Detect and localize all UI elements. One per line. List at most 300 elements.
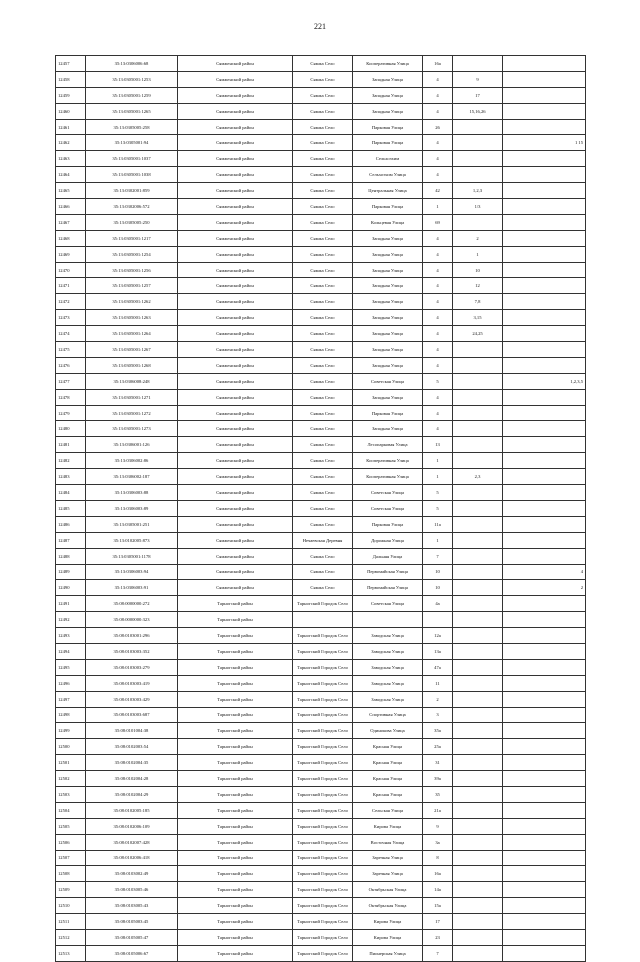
street-cell: Октябрьская Улица [353, 882, 423, 898]
house-cell: 13а [423, 643, 453, 659]
house-cell: 10 [423, 580, 453, 596]
room-cell [503, 771, 586, 787]
row-number-cell: 12473 [56, 310, 86, 326]
house-cell: 14а [423, 882, 453, 898]
table-row [56, 802, 586, 818]
street-cell: Красная Улица [353, 739, 423, 755]
table-row [56, 755, 586, 771]
cadastral-number-cell: 35:13:0302006:572 [86, 199, 178, 215]
house-cell: 11 [423, 675, 453, 691]
row-number-cell: 12489 [56, 564, 86, 580]
apartment-cell [453, 135, 503, 151]
row-number-cell: 12459 [56, 87, 86, 103]
street-cell: Западная Улица [353, 342, 423, 358]
cadastral-number-cell: 35:13:0302001:859 [86, 183, 178, 199]
locality-cell: Сямжа Село [293, 548, 353, 564]
street-cell: Западная Улица [353, 87, 423, 103]
locality-cell: Сямжа Село [293, 135, 353, 151]
room-cell [503, 87, 586, 103]
room-cell [503, 342, 586, 358]
apartment-cell [453, 786, 503, 802]
apartment-cell [453, 643, 503, 659]
table-row [56, 421, 586, 437]
apartment-cell: 12 [453, 278, 503, 294]
apartment-cell [453, 596, 503, 612]
district-cell: Сямженский район [178, 56, 293, 72]
row-number-cell: 12462 [56, 135, 86, 151]
room-cell [503, 675, 586, 691]
apartment-cell [453, 453, 503, 469]
house-cell: 4 [423, 405, 453, 421]
street-cell: Парковая Улица [353, 135, 423, 151]
apartment-cell [453, 834, 503, 850]
district-cell: Сямженский район [178, 500, 293, 516]
street-cell: Центральная Улица [353, 183, 423, 199]
apartment-cell: 17 [453, 87, 503, 103]
locality-cell: Тарногский Городок Село [293, 929, 353, 945]
row-number-cell: 12493 [56, 628, 86, 644]
street-cell: Парковая Улица [353, 199, 423, 215]
district-cell: Сямженский район [178, 183, 293, 199]
house-cell: 11а [423, 516, 453, 532]
street-cell: Сельхозхим Улица [353, 167, 423, 183]
apartment-cell [453, 56, 503, 72]
locality-cell [293, 612, 353, 628]
room-cell: 1 15 [503, 135, 586, 151]
locality-cell: Сямжа Село [293, 103, 353, 119]
district-cell: Сямженский район [178, 119, 293, 135]
locality-cell: Тарногский Городок Село [293, 723, 353, 739]
street-cell: Первомайская Улица [353, 564, 423, 580]
district-cell: Тарногский район [178, 945, 293, 961]
district-cell: Тарногский район [178, 755, 293, 771]
house-cell: 16а [423, 866, 453, 882]
street-cell: Заречная Улица [353, 850, 423, 866]
district-cell: Сямженский район [178, 421, 293, 437]
table-row [56, 151, 586, 167]
district-cell: Сямженский район [178, 71, 293, 87]
row-number-cell: 12500 [56, 739, 86, 755]
district-cell: Сямженский район [178, 548, 293, 564]
table-row [56, 707, 586, 723]
table-row [56, 850, 586, 866]
table-row [56, 278, 586, 294]
row-number-cell: 12468 [56, 230, 86, 246]
street-cell: Заводская Улица [353, 628, 423, 644]
cadastral-number-cell: 35:13:0305005:258 [86, 119, 178, 135]
locality-cell: Тарногский Городок Село [293, 675, 353, 691]
house-cell: 35а [423, 723, 453, 739]
table-row [56, 596, 586, 612]
district-cell: Сямженский район [178, 469, 293, 485]
house-cell: 35 [423, 786, 453, 802]
table-row [56, 866, 586, 882]
locality-cell: Сямжа Село [293, 500, 353, 516]
cadastral-number-cell: 35:13:0305001:1268 [86, 357, 178, 373]
house-cell: 39а [423, 771, 453, 787]
street-cell: Одинокова Улица [353, 723, 423, 739]
district-cell: Сямженский район [178, 246, 293, 262]
locality-cell: Сямжа Село [293, 119, 353, 135]
apartment-cell [453, 421, 503, 437]
table-row [56, 675, 586, 691]
table-row [56, 628, 586, 644]
street-cell: Октябрьская Улица [353, 898, 423, 914]
house-cell: 4 [423, 421, 453, 437]
street-cell: Западная Улица [353, 71, 423, 87]
table-row [56, 71, 586, 87]
district-cell: Тарногский район [178, 675, 293, 691]
apartment-cell [453, 500, 503, 516]
table-row [56, 882, 586, 898]
district-cell: Сямженский район [178, 103, 293, 119]
cadastral-number-cell: 35:08:0102007:428 [86, 834, 178, 850]
house-cell: 4 [423, 342, 453, 358]
street-cell: Заречная Улица [353, 866, 423, 882]
street-cell: Красная Улица [353, 755, 423, 771]
house-cell: 4 [423, 357, 453, 373]
district-cell: Тарногский район [178, 659, 293, 675]
street-cell: Советская Улица [353, 373, 423, 389]
street-cell: Дорожная Улица [353, 532, 423, 548]
apartment-cell [453, 898, 503, 914]
house-cell: 9 [423, 818, 453, 834]
table-row [56, 643, 586, 659]
locality-cell: Сямжа Село [293, 469, 353, 485]
house-cell: 16а [423, 56, 453, 72]
table-row [56, 453, 586, 469]
apartment-cell [453, 119, 503, 135]
row-number-cell: 12508 [56, 866, 86, 882]
table-row [56, 183, 586, 199]
locality-cell: Сямжа Село [293, 389, 353, 405]
room-cell [503, 214, 586, 230]
room-cell [503, 71, 586, 87]
street-cell: Кольцевая Улица [353, 214, 423, 230]
room-cell [503, 612, 586, 628]
locality-cell: Тарногский Городок Село [293, 898, 353, 914]
room-cell [503, 500, 586, 516]
row-number-cell: 12458 [56, 71, 86, 87]
room-cell [503, 453, 586, 469]
row-number-cell: 12479 [56, 405, 86, 421]
locality-cell: Тарногский Городок Село [293, 834, 353, 850]
table-row [56, 342, 586, 358]
apartment-cell [453, 771, 503, 787]
cadastral-number-cell: 35:13:0305001:1256 [86, 262, 178, 278]
district-cell: Сямженский район [178, 516, 293, 532]
locality-cell: Тарногский Городок Село [293, 707, 353, 723]
street-cell: Кирова Улица [353, 929, 423, 945]
house-cell: 3а [423, 834, 453, 850]
room-cell: 4 [503, 564, 586, 580]
room-cell [503, 691, 586, 707]
house-cell: 4 [423, 71, 453, 87]
table-row [56, 818, 586, 834]
row-number-cell: 12492 [56, 612, 86, 628]
room-cell [503, 230, 586, 246]
cadastral-number-cell: 35:13:0305001:1254 [86, 246, 178, 262]
district-cell: Сямженский район [178, 262, 293, 278]
district-cell: Тарногский район [178, 771, 293, 787]
house-cell: 4 [423, 135, 453, 151]
house-cell: 4 [423, 326, 453, 342]
house-cell: 25а [423, 739, 453, 755]
street-cell: Пионерская Улица [353, 945, 423, 961]
room-cell [503, 532, 586, 548]
district-cell: Тарногский район [178, 850, 293, 866]
house-cell: 7 [423, 945, 453, 961]
apartment-cell [453, 373, 503, 389]
locality-cell: Тарногский Городок Село [293, 628, 353, 644]
house-cell: 1 [423, 469, 453, 485]
table-row [56, 612, 586, 628]
street-cell: Кооперативная Улица [353, 453, 423, 469]
district-cell: Тарногский район [178, 802, 293, 818]
room-cell [503, 914, 586, 930]
room-cell [503, 882, 586, 898]
district-cell: Тарногский район [178, 707, 293, 723]
street-cell: Советская Улица [353, 485, 423, 501]
street-cell: Восточная Улица [353, 834, 423, 850]
house-cell: 4 [423, 310, 453, 326]
row-number-cell: 12466 [56, 199, 86, 215]
room-cell [503, 246, 586, 262]
cadastral-number-cell: 35:13:0305001:1263 [86, 310, 178, 326]
row-number-cell: 12486 [56, 516, 86, 532]
apartment-cell [453, 612, 503, 628]
district-cell: Сямженский район [178, 580, 293, 596]
house-cell: 4 [423, 103, 453, 119]
row-number-cell: 12509 [56, 882, 86, 898]
street-cell: Западная Улица [353, 389, 423, 405]
locality-cell: Тарногский Городок Село [293, 691, 353, 707]
table-row [56, 246, 586, 262]
district-cell: Тарногский район [178, 643, 293, 659]
locality-cell: Сямжа Село [293, 564, 353, 580]
row-number-cell: 12460 [56, 103, 86, 119]
house-cell: 5 [423, 500, 453, 516]
house-cell: 7 [423, 548, 453, 564]
room-cell [503, 628, 586, 644]
street-cell [353, 612, 423, 628]
table-row [56, 214, 586, 230]
row-number-cell: 12504 [56, 802, 86, 818]
cadastral-number-cell: 35:13:0305001:1038 [86, 167, 178, 183]
cadastral-number-cell: 35:08:0103003:687 [86, 707, 178, 723]
table-row [56, 405, 586, 421]
cadastral-number-cell: 35:08:0105006:67 [86, 945, 178, 961]
locality-cell: Сямжа Село [293, 71, 353, 87]
row-number-cell: 12503 [56, 786, 86, 802]
room-cell [503, 850, 586, 866]
cadastral-number-cell: 35:13:0102005:873 [86, 532, 178, 548]
apartment-cell: 1,2,3 [453, 183, 503, 199]
apartment-cell [453, 739, 503, 755]
row-number-cell: 12507 [56, 850, 86, 866]
locality-cell: Сямжа Село [293, 56, 353, 72]
street-cell: Сельхозхим [353, 151, 423, 167]
street-cell: Западная Улица [353, 357, 423, 373]
cadastral-number-cell: 35:08:0103005:43 [86, 898, 178, 914]
locality-cell: Тарногский Городок Село [293, 755, 353, 771]
locality-cell: Сямжа Село [293, 183, 353, 199]
table-row [56, 898, 586, 914]
cadastral-number-cell: 35:13:0305001:94 [86, 135, 178, 151]
cadastral-number-cell: 35:08:0101004:38 [86, 723, 178, 739]
cadastral-number-cell: 35:08:0000000:272 [86, 596, 178, 612]
apartment-cell [453, 564, 503, 580]
table-row [56, 532, 586, 548]
room-cell [503, 262, 586, 278]
table-row [56, 564, 586, 580]
table-row [56, 326, 586, 342]
row-number-cell: 12487 [56, 532, 86, 548]
apartment-cell: 15,16,26 [453, 103, 503, 119]
locality-cell: Тарногский Городок Село [293, 786, 353, 802]
house-cell: 4 [423, 278, 453, 294]
apartment-cell: 3,15 [453, 310, 503, 326]
district-cell: Сямженский район [178, 135, 293, 151]
locality-cell: Сямжа Село [293, 262, 353, 278]
house-cell: 15а [423, 898, 453, 914]
cadastral-number-cell: 35:08:0103003:352 [86, 643, 178, 659]
room-cell [503, 151, 586, 167]
cadastral-number-cell: 35:13:0306003:94 [86, 564, 178, 580]
apartment-cell [453, 357, 503, 373]
district-cell: Сямженский район [178, 357, 293, 373]
cadastral-number-cell: 35:08:0105005:47 [86, 929, 178, 945]
room-cell [503, 278, 586, 294]
locality-cell: Сямжа Село [293, 230, 353, 246]
district-cell: Тарногский район [178, 929, 293, 945]
row-number-cell: 12491 [56, 596, 86, 612]
house-cell: 42 [423, 183, 453, 199]
district-cell: Тарногский район [178, 834, 293, 850]
room-cell [503, 643, 586, 659]
house-cell: 31 [423, 755, 453, 771]
table-row [56, 167, 586, 183]
apartment-cell [453, 929, 503, 945]
cadastral-number-cell: 35:13:0305001:1273 [86, 421, 178, 437]
row-number-cell: 12471 [56, 278, 86, 294]
cadastral-number-cell: 35:13:0305001:1259 [86, 87, 178, 103]
locality-cell: Сямжа Село [293, 151, 353, 167]
apartment-cell: 1 [453, 246, 503, 262]
room-cell [503, 739, 586, 755]
row-number-cell: 12485 [56, 500, 86, 516]
locality-cell: Сямжа Село [293, 342, 353, 358]
room-cell [503, 294, 586, 310]
apartment-cell [453, 485, 503, 501]
locality-cell: Тарногский Городок Село [293, 818, 353, 834]
street-cell: Спортивная Улица [353, 707, 423, 723]
cadastral-number-cell: 35:13:0305001:251 [86, 516, 178, 532]
table-row [56, 56, 586, 72]
street-cell: Западная Улица [353, 310, 423, 326]
locality-cell: Сямжа Село [293, 167, 353, 183]
cadastral-number-cell: 35:13:0305001:1253 [86, 71, 178, 87]
table-row [56, 945, 586, 961]
locality-cell: Тарногский Городок Село [293, 659, 353, 675]
locality-cell: Сямжа Село [293, 580, 353, 596]
locality-cell: Тарногский Городок Село [293, 945, 353, 961]
cadastral-number-cell: 35:08:0102003:54 [86, 739, 178, 755]
district-cell: Сямженский район [178, 167, 293, 183]
table-row [56, 500, 586, 516]
locality-cell: Тарногский Городок Село [293, 771, 353, 787]
table-row [56, 723, 586, 739]
cadastral-number-cell: 35:08:0105003:45 [86, 914, 178, 930]
locality-cell: Тарногский Городок Село [293, 866, 353, 882]
room-cell [503, 310, 586, 326]
district-cell: Тарногский район [178, 818, 293, 834]
locality-cell: Сямжа Село [293, 373, 353, 389]
street-cell: Парковая Улица [353, 119, 423, 135]
cadastral-number-cell: 35:13:0305001:1178 [86, 548, 178, 564]
house-cell: 13 [423, 437, 453, 453]
street-cell: Парковая Улица [353, 405, 423, 421]
room-cell [503, 421, 586, 437]
district-cell: Сямженский район [178, 437, 293, 453]
room-cell [503, 898, 586, 914]
row-number-cell: 12511 [56, 914, 86, 930]
cadastral-number-cell: 35:13:0306002:187 [86, 469, 178, 485]
house-cell: 17 [423, 914, 453, 930]
house-cell: 1 [423, 199, 453, 215]
house-cell: 4а [423, 596, 453, 612]
apartment-cell [453, 723, 503, 739]
district-cell: Тарногский район [178, 866, 293, 882]
row-number-cell: 12467 [56, 214, 86, 230]
house-cell: 4 [423, 389, 453, 405]
house-cell [423, 612, 453, 628]
cadastral-number-cell: 35:13:0305001:1272 [86, 405, 178, 421]
district-cell: Тарногский район [178, 786, 293, 802]
house-cell: 1 [423, 532, 453, 548]
house-cell: 4 [423, 294, 453, 310]
apartment-cell: 9 [453, 71, 503, 87]
row-number-cell: 12484 [56, 485, 86, 501]
apartment-cell [453, 882, 503, 898]
row-number-cell: 12483 [56, 469, 86, 485]
locality-cell: Тарногский Городок Село [293, 882, 353, 898]
cadastral-number-cell: 35:08:0102006:418 [86, 850, 178, 866]
street-cell: Советская Улица [353, 596, 423, 612]
street-cell: Советская Улица [353, 500, 423, 516]
apartment-cell [453, 914, 503, 930]
cadastral-number-cell: 35:08:0103001:296 [86, 628, 178, 644]
apartment-cell: 24,25 [453, 326, 503, 342]
table-row [56, 389, 586, 405]
house-cell: 23 [423, 929, 453, 945]
room-cell [503, 596, 586, 612]
district-cell: Сямженский район [178, 389, 293, 405]
house-cell: 4 [423, 167, 453, 183]
apartment-cell: 7,8 [453, 294, 503, 310]
room-cell [503, 183, 586, 199]
table-row [56, 739, 586, 755]
cadastral-number-cell: 35:13:0306003:88 [86, 485, 178, 501]
row-number-cell: 12481 [56, 437, 86, 453]
table-row [56, 485, 586, 501]
row-number-cell: 12495 [56, 659, 86, 675]
table-row [56, 357, 586, 373]
street-cell: Западная Улица [353, 326, 423, 342]
locality-cell: Тарногский Городок Село [293, 643, 353, 659]
apartment-cell [453, 342, 503, 358]
cadastral-number-cell: 35:13:0305001:1217 [86, 230, 178, 246]
